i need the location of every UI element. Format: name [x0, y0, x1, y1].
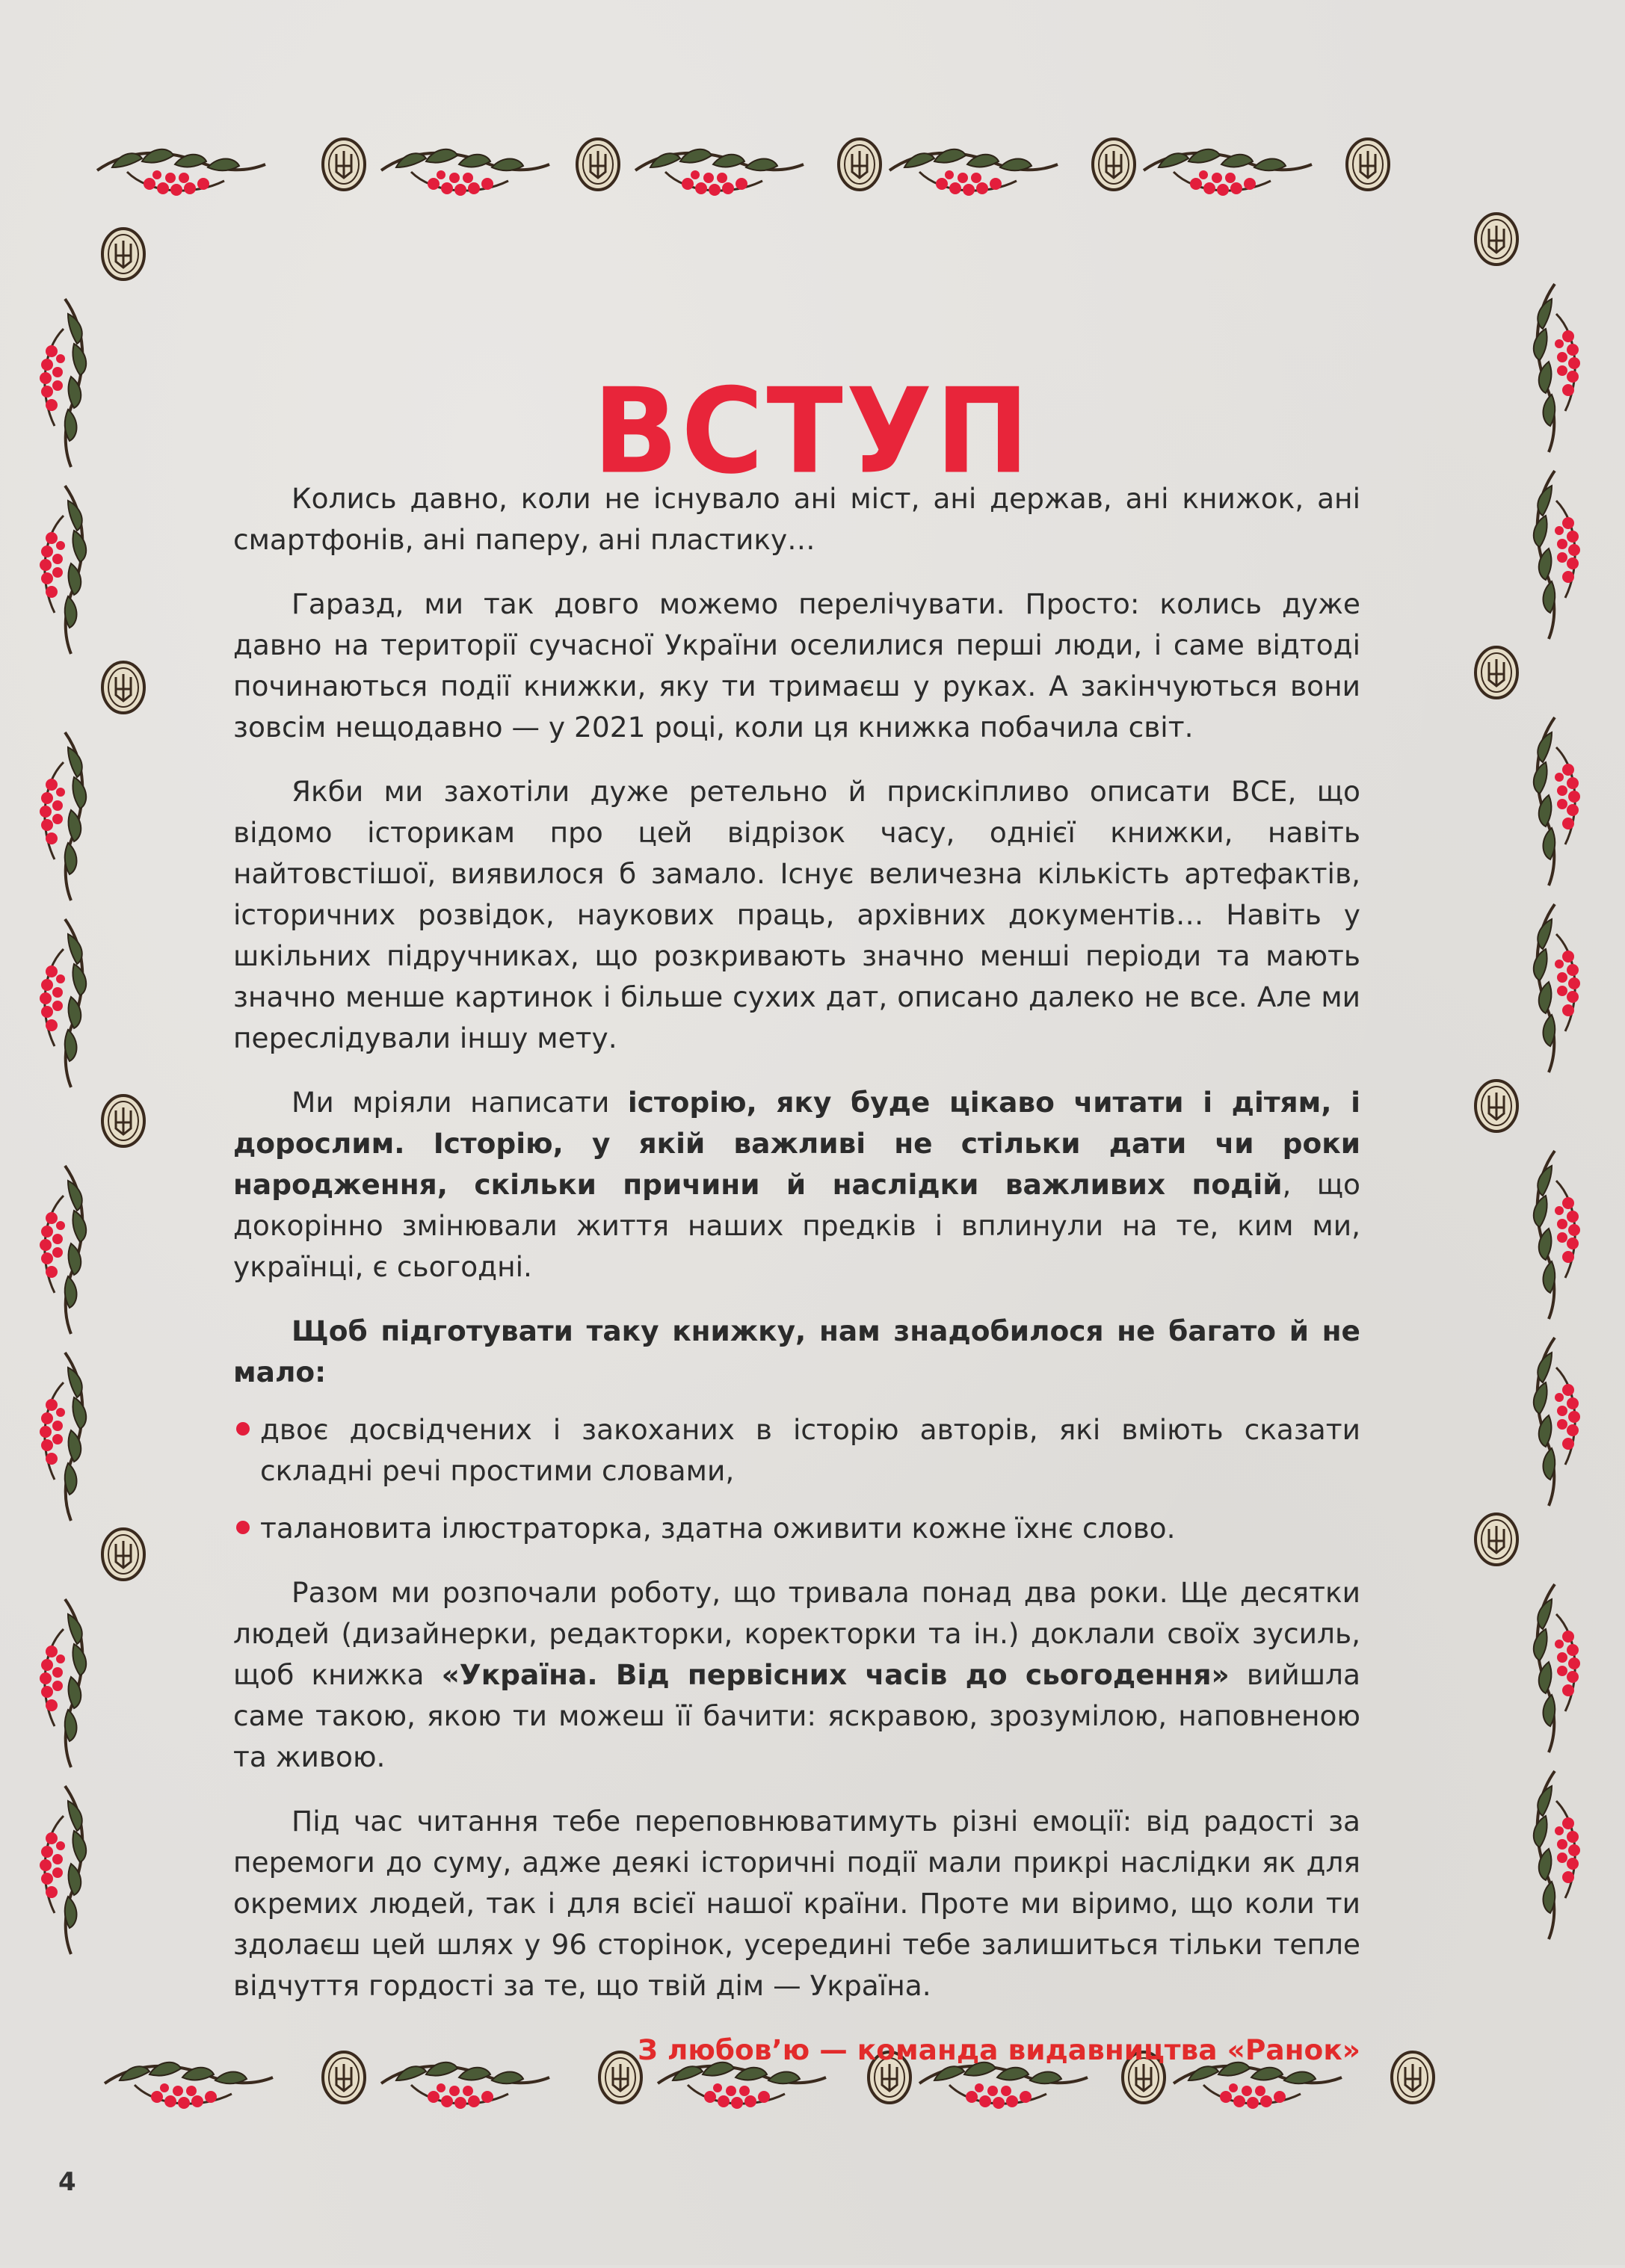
- list-item-text: талановита ілюстраторка, здатна оживити кожне їхнє слово.: [260, 1512, 1176, 1545]
- list-item: [233, 1508, 1360, 1549]
- bullet-dot-icon: [236, 1422, 250, 1436]
- paragraph-5-start: Разом ми розпочали роботу, що тривала понад два роки. Ще десятки людей (дизайнерки, редакторки, коректорки та ін.) доклали своїх зусиль, щоб книжка: [233, 1576, 1360, 1691]
- paragraph-6: Під час читання тебе переповнюватимуть різні емоції: від радості за перемоги до суму, адже деякі історичні події мали прикрі наслідки як для окремих людей, так і для всієї нашої країни. Проте ми віримо, що коли ти здолаєш цей шлях у 96 сторінок, усередині тебе залишиться тільки тепле відчуття гордості за те, що твій дім — Україна.: [233, 1805, 1360, 2002]
- list-item-text: двоє досвідчених і закоханих в історію авторів, які вміють сказати складні речі простими словами,: [260, 1413, 1360, 1487]
- paragraph-3: Якби ми захотіли дуже ретельно й прискіпливо описати ВСЕ, що відомо історикам про цей відрізок часу, однієї книжки, навіть найтовстішої, виявилося б замало. Існує величезна кількість артефактів, історичних розвідок, наукових праць, архівних документів… Навіть у шкільних підручниках, що розкривають значно менші періоди та мають значно менше картинок і більше сухих дат, описано далеко не все. Але ми переслідували іншу мету.: [233, 775, 1360, 1054]
- intro-text: [233, 478, 1360, 2094]
- bullet-dot-icon: [236, 1521, 250, 1534]
- paragraph-4-start: Ми мріяли написати: [292, 1086, 628, 1119]
- paragraph-2: Гаразд, ми так довго можемо перелічувати. Просто: колись дуже давно на території сучасної України оселилися перші люди, і саме відтоді починаються події книжки, яку ти тримаєш у руках. А закінчуються вони зовсім нещодавно — у 2021 році, коли ця книжка побачила світ.: [233, 587, 1360, 744]
- paragraph-5-end: вийшла саме такою, якою ти можеш її бачити: яскравою, зрозумілою, наповненою та живою.: [233, 1658, 1360, 1773]
- paragraph-5: [233, 1572, 1360, 1778]
- requirements-list: [233, 1409, 1360, 1549]
- signature: З любов’ю — команда видавництва «Ранок»: [638, 2033, 1360, 2066]
- page-number: 4: [58, 2167, 76, 2197]
- list-lead: Щоб підготувати таку книжку, нам знадобилося не багато й не мало:: [233, 1314, 1360, 1388]
- list-item: [233, 1409, 1360, 1492]
- page-title: ВСТУП: [593, 363, 1032, 500]
- paragraph-1: Колись давно, коли не існувало ані міст, ані держав, ані книжок, ані смартфонів, ані паперу, ані пластику…: [233, 482, 1360, 556]
- book-title: «Україна. Від первісних часів до сьогодення»: [441, 1658, 1230, 1691]
- paragraph-4-end: , що докорінно змінювали життя наших предків і вплинули на те, ким ми, українці, є сьогодні.: [233, 1168, 1361, 1283]
- paragraph-4-bold: історію, яку буде цікаво читати і дітям, і дорослим. Історію, у якій важливі не стільки дати чи роки народження, скільки причини й наслідки важливих подій: [233, 1086, 1361, 1201]
- paragraph-4: [233, 1082, 1360, 1288]
